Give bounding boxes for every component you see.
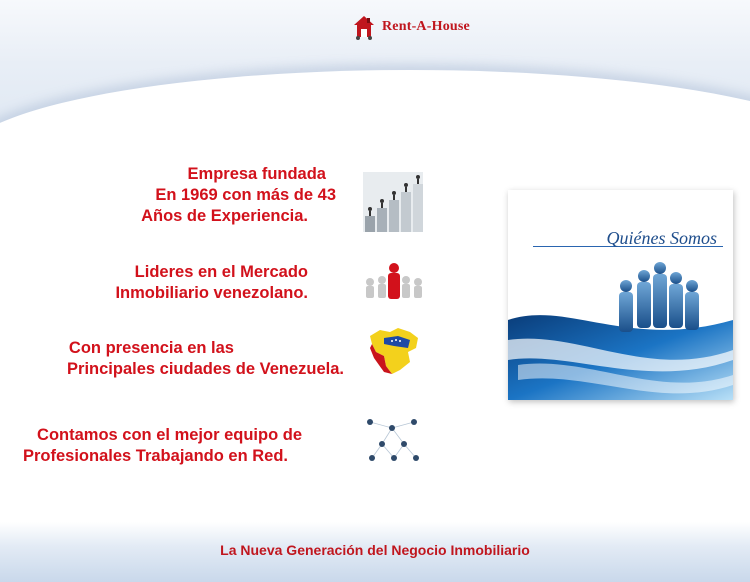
- feature-founded: [141, 164, 336, 227]
- feature-presence: [67, 338, 344, 380]
- house-logo-icon: [352, 13, 376, 41]
- feature-line: Inmobiliario venezolano.: [115, 284, 308, 302]
- header-banner: [0, 0, 750, 160]
- feature-leaders: [115, 262, 308, 304]
- brand-logo[interactable]: [352, 13, 470, 41]
- feature-line: Años de Experiencia.: [141, 207, 308, 225]
- footer-banner: [0, 522, 750, 582]
- about-us-image: [508, 190, 733, 400]
- venezuela-map-icon: [364, 322, 424, 378]
- feature-line: Lideres en el Mercado: [134, 263, 308, 281]
- feature-line: En 1969 con más de 43: [155, 186, 336, 204]
- brand-name: Rent-A-House: [382, 19, 470, 34]
- feature-team: [23, 425, 302, 467]
- feature-line: Profesionales Trabajando en Red.: [23, 447, 288, 465]
- feature-line: Principales ciudades de Venezuela.: [67, 360, 344, 378]
- footer-tagline: La Nueva Generación del Negocio Inmobiliario: [220, 542, 530, 558]
- header-wave: [0, 70, 750, 160]
- growth-steps-icon: [363, 172, 423, 232]
- feature-line: Contamos con el mejor equipo de: [37, 426, 302, 444]
- feature-line: Con presencia en las: [68, 339, 234, 357]
- feature-line: Empresa fundada: [187, 165, 326, 183]
- leader-icon: [362, 256, 426, 302]
- about-title: Quiénes Somos: [606, 228, 717, 248]
- network-people-icon: [362, 414, 424, 464]
